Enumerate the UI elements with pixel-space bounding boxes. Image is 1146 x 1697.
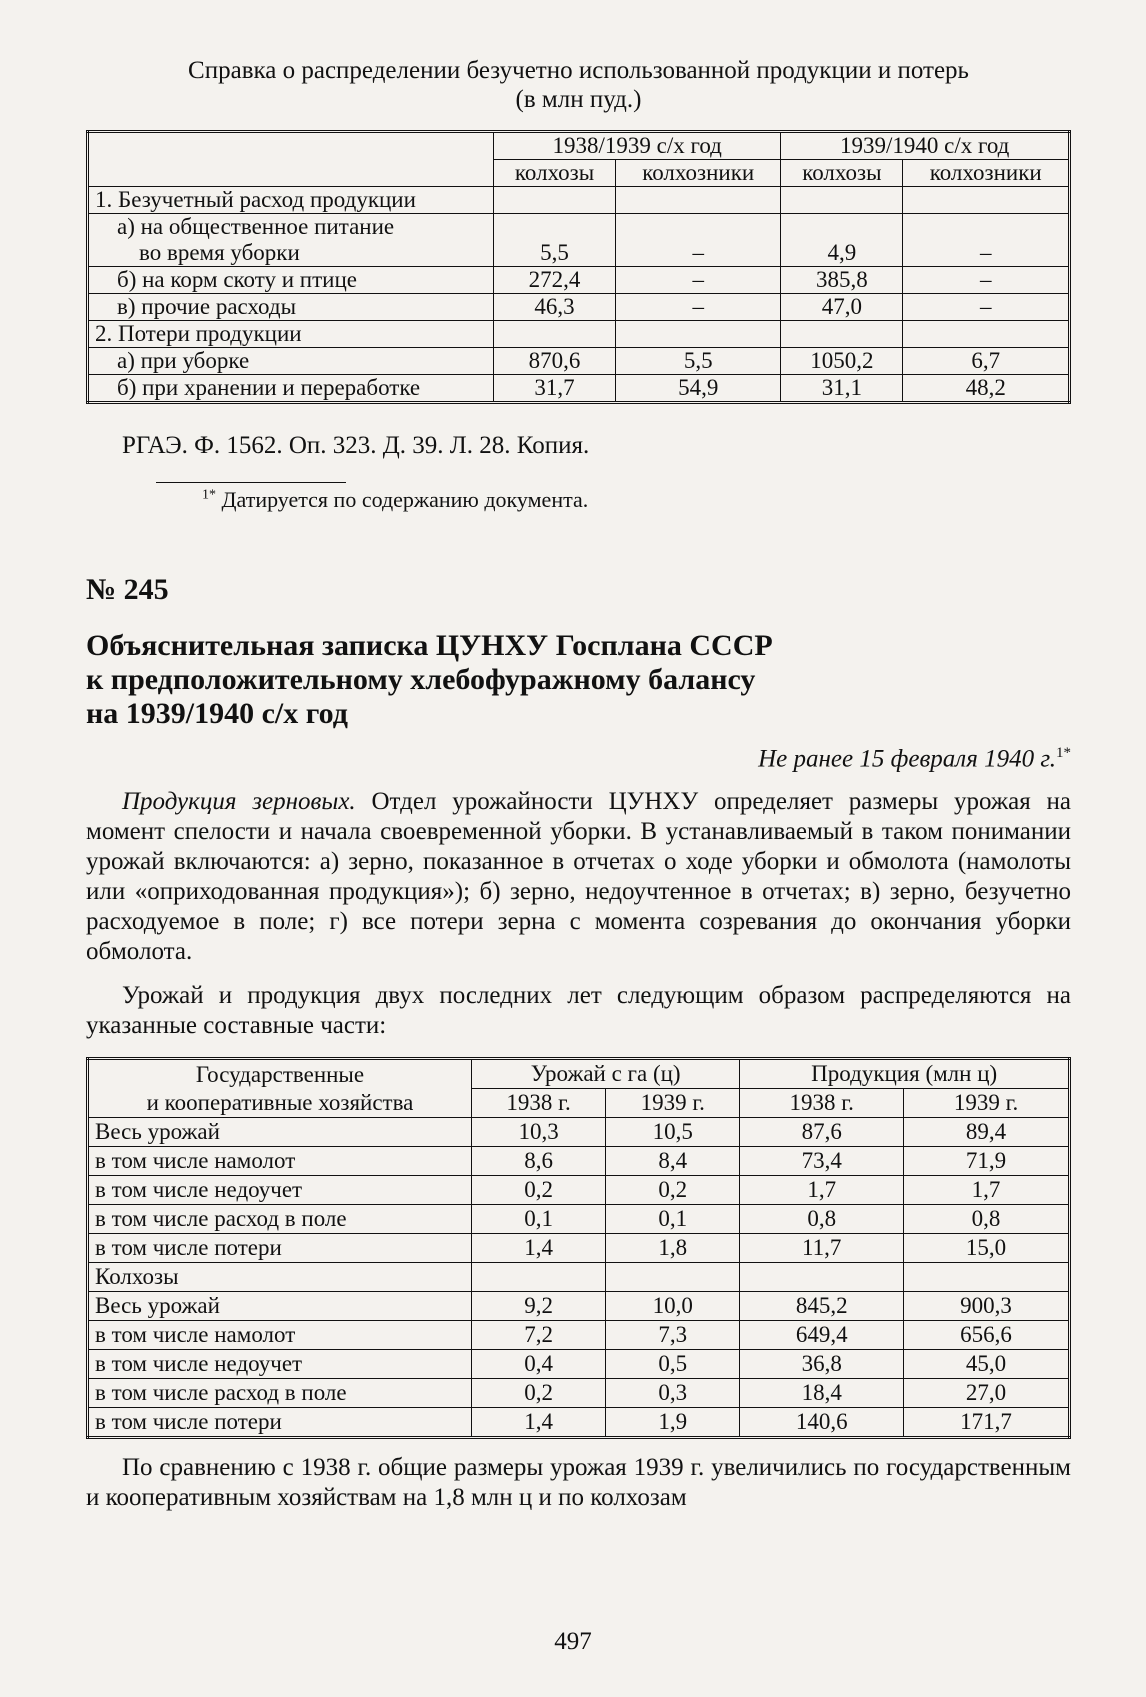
table-cell: 31,1 <box>781 375 903 403</box>
table-row <box>88 1408 1070 1438</box>
table-cell: 0,5 <box>606 1350 740 1379</box>
table-cell: 1,8 <box>606 1234 740 1263</box>
table-cell: 18,4 <box>740 1379 904 1408</box>
paragraph: Урожай и продукция двух последних лет следующим образом распределяются на указанные составные части: <box>86 982 1071 1040</box>
table-cell: 36,8 <box>740 1350 904 1379</box>
column-header: колхозники <box>616 160 781 187</box>
table-cell: 4,9 <box>781 214 903 267</box>
row-label: в том числе потери <box>88 1234 472 1263</box>
table-cell: 27,0 <box>904 1379 1070 1408</box>
table-cell: 73,4 <box>740 1147 904 1176</box>
table-cell: 0,1 <box>472 1205 606 1234</box>
page <box>86 56 1071 1513</box>
table-row <box>88 214 1070 267</box>
table-cell: 0,2 <box>472 1176 606 1205</box>
table-cell: 1,4 <box>472 1408 606 1438</box>
column-header: колхозники <box>903 160 1070 187</box>
row-label: а) при уборке <box>88 348 494 375</box>
section-label: 2. Потери продукции <box>88 321 494 348</box>
table-cell: 7,3 <box>606 1321 740 1350</box>
row-label: в том числе расход в поле <box>88 1205 472 1234</box>
table-corner-cell <box>88 132 494 187</box>
table-cell: 870,6 <box>494 348 616 375</box>
section-label: 1. Безучетный расход продукции <box>88 187 494 214</box>
table-row <box>88 294 1070 321</box>
reference-title-line2: (в млн пуд.) <box>515 86 642 113</box>
row-label: в том числе недоучет <box>88 1176 472 1205</box>
table-cell: – <box>903 214 1070 267</box>
table-cell: 7,2 <box>472 1321 606 1350</box>
harvest-table <box>86 1057 1071 1439</box>
table-cell: 656,6 <box>904 1321 1070 1350</box>
table-row <box>88 187 1070 214</box>
column-header: Государственные и кооперативные хозяйства <box>88 1059 472 1118</box>
table-row <box>88 375 1070 403</box>
table-cell: 45,0 <box>904 1350 1070 1379</box>
column-header: колхозы <box>781 160 903 187</box>
table-cell: – <box>616 294 781 321</box>
row-label: в том числе недоучет <box>88 1350 472 1379</box>
table-cell: 385,8 <box>781 267 903 294</box>
page-number: 497 <box>554 1628 592 1655</box>
row-label: б) на корм скоту и птице <box>88 267 494 294</box>
table-cell: 10,5 <box>606 1118 740 1147</box>
table-cell: – <box>903 294 1070 321</box>
table-cell: 46,3 <box>494 294 616 321</box>
table-cell: 89,4 <box>904 1118 1070 1147</box>
year-header: 1939 г. <box>904 1089 1070 1118</box>
row-label: в том числе намолот <box>88 1321 472 1350</box>
table-cell: 649,4 <box>740 1321 904 1350</box>
document-number: № 245 <box>86 573 169 606</box>
table-cell: – <box>616 267 781 294</box>
table-cell: 31,7 <box>494 375 616 403</box>
column-header: Продукция (млн ц) <box>740 1059 1070 1089</box>
table-row <box>88 321 1070 348</box>
table-cell: 0,8 <box>740 1205 904 1234</box>
table-cell: 272,4 <box>494 267 616 294</box>
table-cell: 0,2 <box>606 1176 740 1205</box>
table-row <box>88 1263 1070 1292</box>
reference-title-line1: Справка о распределении безучетно использованной продукции и потерь <box>188 57 969 84</box>
table-row <box>88 1205 1070 1234</box>
table-cell: – <box>903 267 1070 294</box>
column-header: колхозы <box>494 160 616 187</box>
row-label: а) на общественное питание во время уборки <box>88 214 494 267</box>
document-date: Не ранее 15 февраля 1940 г.$^{1*}$ <box>758 745 1071 773</box>
table-cell: 8,4 <box>606 1147 740 1176</box>
footnote-divider <box>156 482 346 483</box>
row-label: в) прочие расходы <box>88 294 494 321</box>
table-cell: 0,2 <box>472 1379 606 1408</box>
table-cell: 6,7 <box>903 348 1070 375</box>
year-header: 1938 г. <box>740 1089 904 1118</box>
paragraph: По сравнению с 1938 г. общие размеры урожая 1939 г. увеличились по государственным и кооперативным хозяйствам на 1,8 млн ц и по колхозам <box>86 1454 1071 1512</box>
reference-title <box>86 56 1071 114</box>
row-label: Весь урожай <box>88 1292 472 1321</box>
year-header: 1938 г. <box>472 1089 606 1118</box>
archive-source: РГАЭ. Ф. 1562. Оп. 323. Д. 39. Л. 28. Копия. <box>122 432 590 459</box>
table-row <box>88 348 1070 375</box>
table-cell: 48,2 <box>903 375 1070 403</box>
table-cell: 1050,2 <box>781 348 903 375</box>
table-row <box>88 1321 1070 1350</box>
table-cell: 0,1 <box>606 1205 740 1234</box>
losses-table <box>86 130 1071 404</box>
table-cell: 0,8 <box>904 1205 1070 1234</box>
table-cell: 10,0 <box>606 1292 740 1321</box>
table-cell: 1,4 <box>472 1234 606 1263</box>
table-row <box>88 267 1070 294</box>
table-cell: 8,6 <box>472 1147 606 1176</box>
document-title: Объяснительная записка ЦУНХУ Госплана СССР к предположительному хлебофуражному балансу на 1939/1940 с/х год <box>86 629 773 730</box>
table-cell: 11,7 <box>740 1234 904 1263</box>
table-cell: 71,9 <box>904 1147 1070 1176</box>
section-label: Колхозы <box>88 1263 472 1292</box>
table-cell: 5,5 <box>494 214 616 267</box>
table-cell: 1,7 <box>740 1176 904 1205</box>
table-cell: 47,0 <box>781 294 903 321</box>
table-cell: 900,3 <box>904 1292 1070 1321</box>
table-cell: 10,3 <box>472 1118 606 1147</box>
row-label: в том числе намолот <box>88 1147 472 1176</box>
table-header-row <box>88 1059 1070 1089</box>
table-cell: 5,5 <box>616 348 781 375</box>
table-cell: 0,4 <box>472 1350 606 1379</box>
year-header: 1939/1940 с/х год <box>781 132 1070 160</box>
table-row <box>88 1118 1070 1147</box>
table-row <box>88 1176 1070 1205</box>
year-header: 1939 г. <box>606 1089 740 1118</box>
table-row <box>88 1379 1070 1408</box>
table-cell: 15,0 <box>904 1234 1070 1263</box>
row-label: б) при хранении и переработке <box>88 375 494 403</box>
row-label: в том числе потери <box>88 1408 472 1438</box>
footnote: $^{1*}$ Датируется по содержанию документа. <box>202 487 589 512</box>
table-cell: 171,7 <box>904 1408 1070 1438</box>
table-cell: 1,9 <box>606 1408 740 1438</box>
row-label: Весь урожай <box>88 1118 472 1147</box>
table-cell: 0,3 <box>606 1379 740 1408</box>
table-row <box>88 1234 1070 1263</box>
table-cell: 140,6 <box>740 1408 904 1438</box>
column-header: Урожай с га (ц) <box>472 1059 740 1089</box>
table-cell: 845,2 <box>740 1292 904 1321</box>
year-header: 1938/1939 с/х год <box>494 132 781 160</box>
paragraph: Продукция зерновых. Отдел урожайности ЦУНХУ определяет размеры урожая на момент спелости и начала своевременной уборки. В устанавливаемый в таком понимании урожай включаются: а) зерно, показанное в отчетах о ходе уборки и обмолота (намолоты или «оприходованная продукция»); б) зерно, недоучтенное в отчетах; в) зерно, безучетно расходуемое в поле; г) все потери зерна с момента созревания до окончания уборки обмолота. <box>86 788 1071 966</box>
table-cell: 9,2 <box>472 1292 606 1321</box>
table-row <box>88 1350 1070 1379</box>
row-label: в том числе расход в поле <box>88 1379 472 1408</box>
table-row <box>88 1147 1070 1176</box>
table-header-row <box>88 132 1070 160</box>
table-cell: – <box>616 214 781 267</box>
table-row <box>88 1292 1070 1321</box>
table-cell: 1,7 <box>904 1176 1070 1205</box>
table-cell: 87,6 <box>740 1118 904 1147</box>
table-cell: 54,9 <box>616 375 781 403</box>
